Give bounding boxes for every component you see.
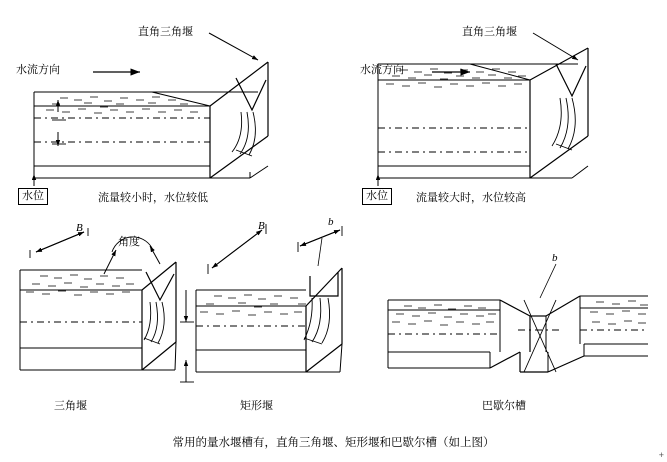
panel-bottom-right-dim-b: b	[552, 252, 558, 264]
panel-bottom-middle-dim-b: b	[328, 216, 334, 228]
panel-bottom-middle-title: 矩形堰	[240, 400, 273, 412]
panel-top-right-note: 流量较大时，水位较高	[416, 192, 526, 204]
panel-top-left-note: 流量较小时，水位较低	[98, 192, 208, 204]
panel-bottom-right-title: 巴歇尔槽	[482, 400, 526, 412]
figure-caption: 常用的量水堰槽有，直角三角堰、矩形堰和巴歇尔槽（如上图）	[172, 437, 495, 449]
panel-top-right-title: 直角三角堰	[462, 26, 517, 38]
panel-top-left-flow-label: 水流方向	[16, 64, 60, 76]
panel-bottom-middle-dim-B: B	[258, 220, 265, 232]
panel-top-right-flow-label: 水流方向	[360, 64, 404, 76]
panel-bottom-left-angle-label: 角度	[118, 236, 140, 248]
panel-top-left-title: 直角三角堰	[138, 26, 193, 38]
panel-bottom-left-title: 三角堰	[54, 400, 87, 412]
panel-bottom-left-dim-B: B	[76, 222, 83, 234]
corner-mark: +	[658, 450, 664, 460]
panel-top-right-level-label: 水位	[362, 188, 392, 205]
panel-top-left-level-label: 水位	[18, 188, 48, 205]
